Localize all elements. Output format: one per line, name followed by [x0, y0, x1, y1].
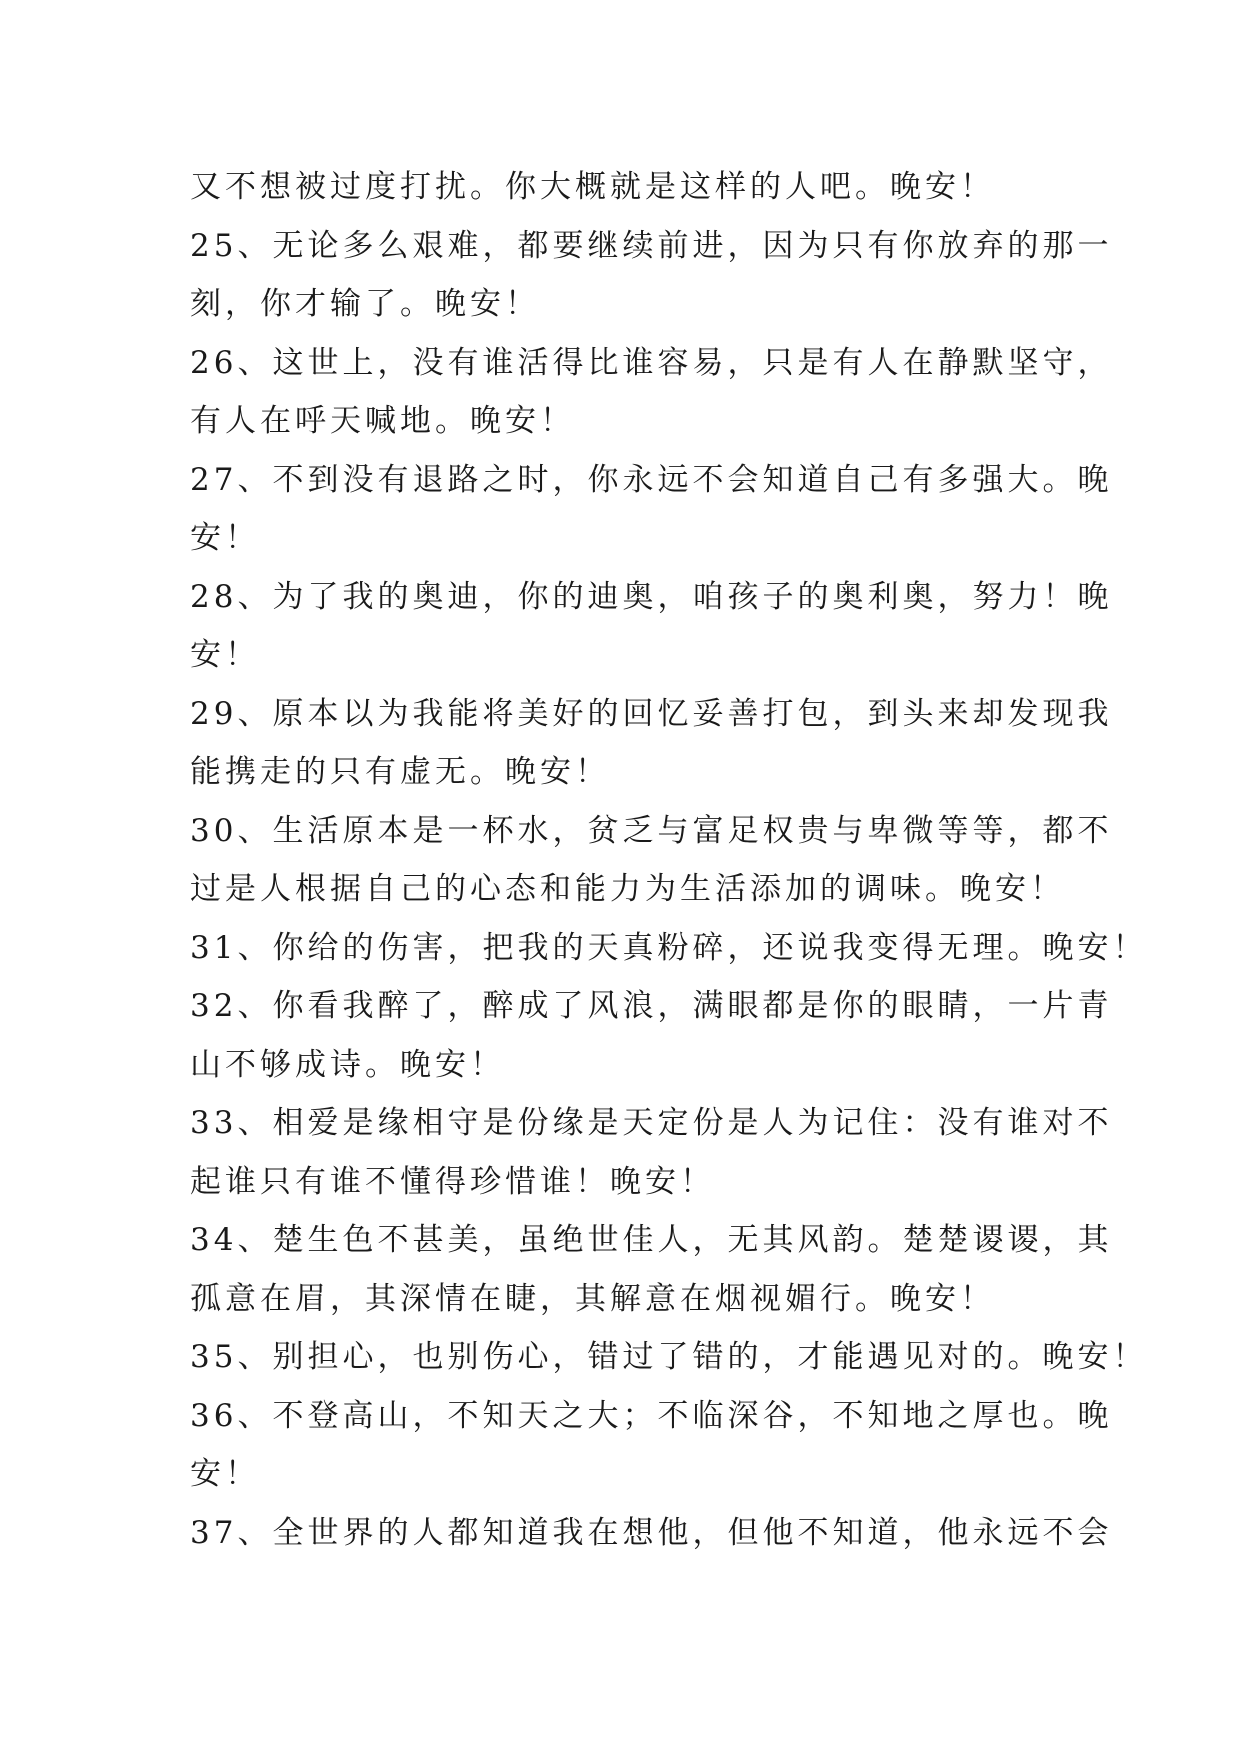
document-body [190, 158, 1148, 1562]
text-line: 25、无论多么艰难，都要继续前进，因为只有你放弃的那一 [190, 227, 1113, 264]
text-line: 刻，你才输了。晚安！ [190, 286, 540, 322]
text-line: 35、别担心，也别伤心，错过了错的，才能遇见对的。晚安！ [190, 1339, 1148, 1375]
text-line: 26、这世上，没有谁活得比谁容易，只是有人在静默坚守， [190, 344, 1113, 381]
text-line: 31、你给的伤害，把我的天真粉碎，还说我变得无理。晚安！ [190, 929, 1148, 966]
text-line: 30、生活原本是一杯水，贫乏与富足权贵与卑微等等，都不 [190, 812, 1113, 849]
text-line: 安！ [190, 520, 260, 556]
text-line: 29、原本以为我能将美好的回忆妥善打包，到头来却发现我 [190, 695, 1113, 732]
text-line: 山不够成诗。晚安！ [190, 1046, 505, 1083]
text-line: 33、相爱是缘相守是份缘是天定份是人为记住：没有谁对不 [190, 1105, 1113, 1141]
text-line: 36、不登高山，不知天之大；不临深谷，不知地之厚也。晚 [190, 1397, 1113, 1434]
text-line: 27、不到没有退路之时，你永远不会知道自己有多强大。晚 [190, 461, 1113, 498]
text-line: 又不想被过度打扰。你大概就是这样的人吧。晚安！ [190, 169, 995, 205]
text-line: 安！ [190, 637, 260, 673]
text-line: 过是人根据自己的心态和能力为生活添加的调味。晚安！ [190, 871, 1065, 907]
text-line: 能携走的只有虚无。晚安！ [190, 754, 610, 790]
text-line: 32、你看我醉了，醉成了风浪，满眼都是你的眼睛，一片青 [190, 988, 1113, 1024]
text-line: 28、为了我的奥迪，你的迪奥，咱孩子的奥利奥，努力！晚 [190, 578, 1113, 615]
text-line: 起谁只有谁不懂得珍惜谁！晚安！ [190, 1163, 715, 1200]
text-line: 孤意在眉，其深情在睫，其解意在烟视媚行。晚安！ [190, 1280, 995, 1317]
text-line: 34、楚生色不甚美，虽绝世佳人，无其风韵。楚楚谡谡，其 [190, 1222, 1113, 1258]
text-line: 有人在呼天喊地。晚安！ [190, 403, 575, 439]
text-line: 37、全世界的人都知道我在想他，但他不知道，他永远不会 [190, 1514, 1113, 1551]
text-line: 安！ [190, 1456, 260, 1492]
